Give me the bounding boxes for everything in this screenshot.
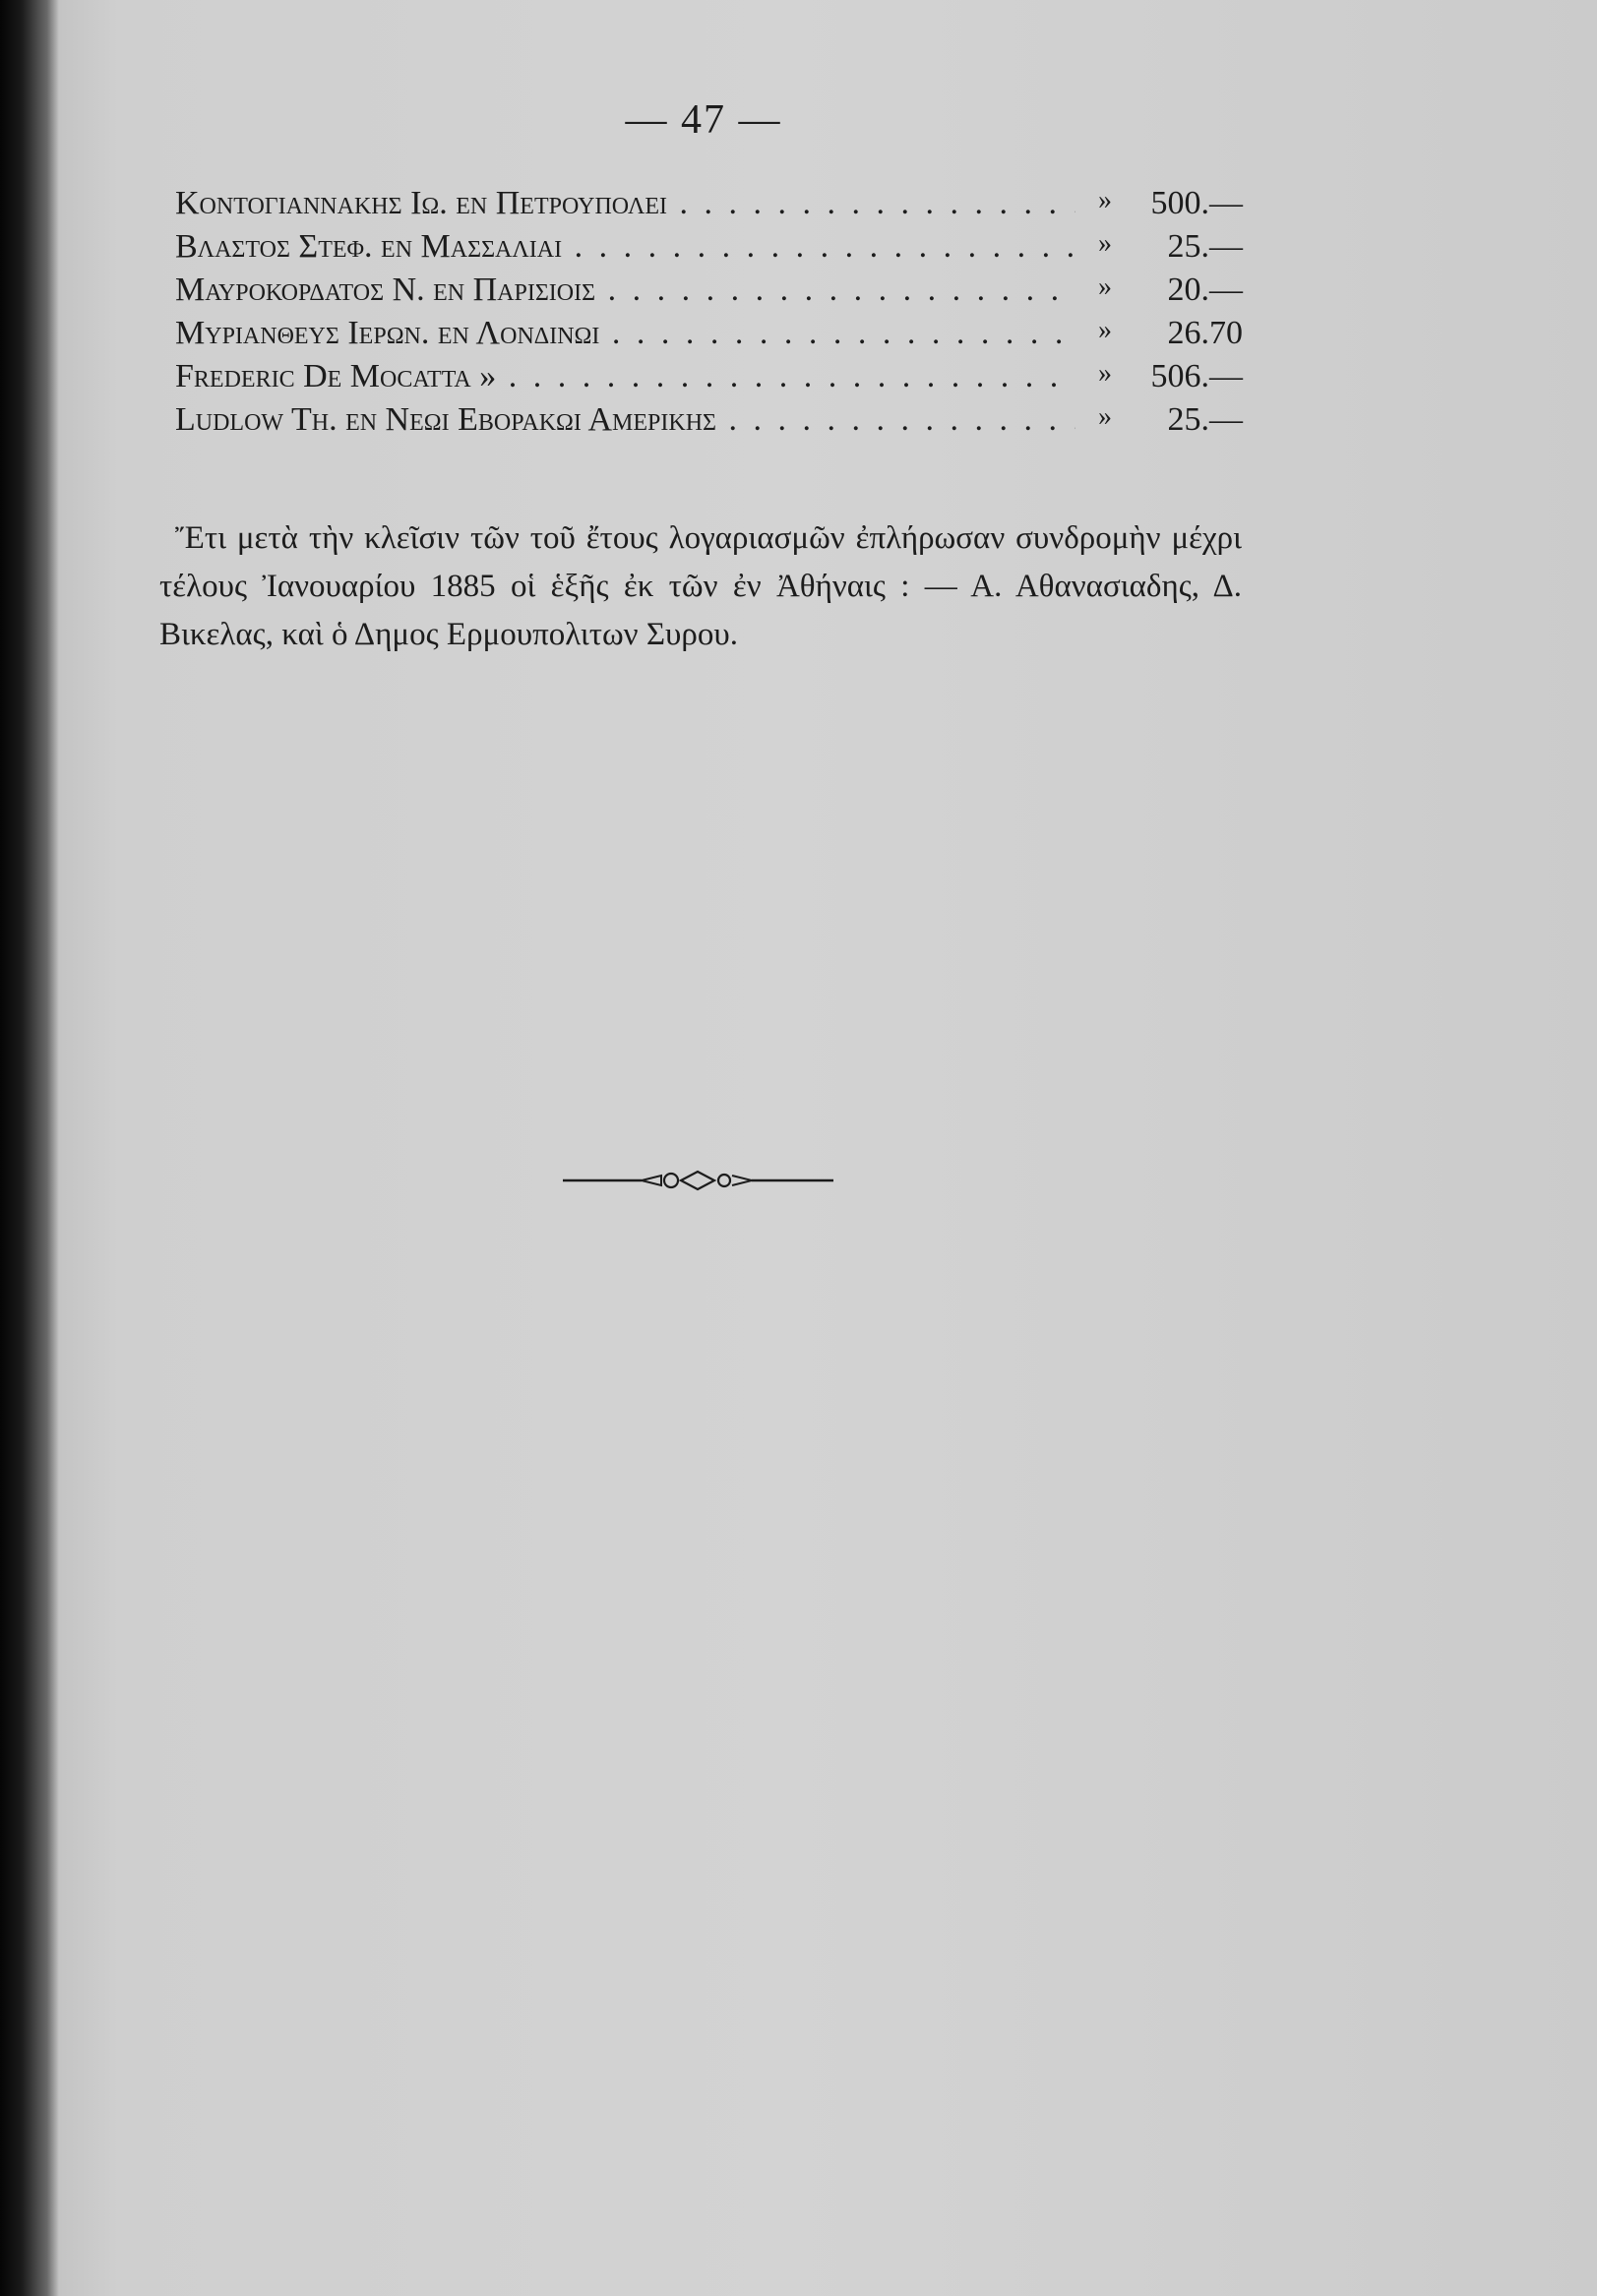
page-number: — 47 —: [625, 97, 782, 143]
ledger-row: [175, 401, 1243, 445]
ledger-amount: 20.—: [1167, 272, 1243, 308]
ledger-row: [175, 315, 1243, 358]
ledger-name: Βλαστος Στεφ. εν Μασσαλιᾳ . . .: [175, 228, 1075, 266]
ledger-ditto-mark: »: [1098, 272, 1112, 302]
ledger-name: Μυριανθευς Ιερων. εν Λονδινῳ . . .: [175, 315, 1075, 352]
ledger-amount: 25.—: [1167, 228, 1243, 265]
book-spine-shadow: [0, 0, 59, 2296]
ledger-amount: 506.—: [1150, 358, 1243, 394]
ledger-ditto-mark: »: [1098, 401, 1112, 432]
ledger-name: Frederic De Mocatta » . . .: [175, 358, 1075, 395]
ledger-amount: 500.—: [1150, 185, 1243, 221]
ledger-amount: 26.70: [1167, 315, 1243, 351]
ledger-row: [175, 228, 1243, 272]
ledger-row: [175, 185, 1243, 228]
ledger-ditto-mark: »: [1098, 315, 1112, 345]
ledger-ditto-mark: »: [1098, 185, 1112, 215]
ledger-ditto-mark: »: [1098, 228, 1112, 259]
ledger-ditto-mark: »: [1098, 358, 1112, 389]
ledger-row: [175, 358, 1243, 401]
additional-subscriptions-note: Ἔτι μετὰ τὴν κλεῖσιν τῶν τοῦ ἔτους λογαριασμῶν ἐπλήρωσαν συνδρομὴν μέχρι τέλους Ἰανουαρίου 1885 οἱ ἑξῆς ἐκ τῶν ἐν Ἀθήναις : — Α. Αθανασιαδης, Δ. Βικελας, καὶ ὁ Δημος Ερμουπολιτων Συρου.: [159, 520, 1242, 652]
ledger-name: Κοντογιαννακης Ιω. εν Πετρουπολει . . .: [175, 185, 1075, 222]
subscriber-ledger: [175, 185, 1243, 445]
end-ornament-icon: [563, 1169, 833, 1192]
ledger-name: Ludlow Th. εν Νεῳ Εβορακῳ Αμερικης . . .: [175, 401, 1075, 439]
ledger-amount: 25.—: [1167, 401, 1243, 438]
ledger-row: [175, 272, 1243, 315]
ledger-name: Μαυροκορδατος Ν. εν Παρισιοις . . .: [175, 272, 1075, 309]
